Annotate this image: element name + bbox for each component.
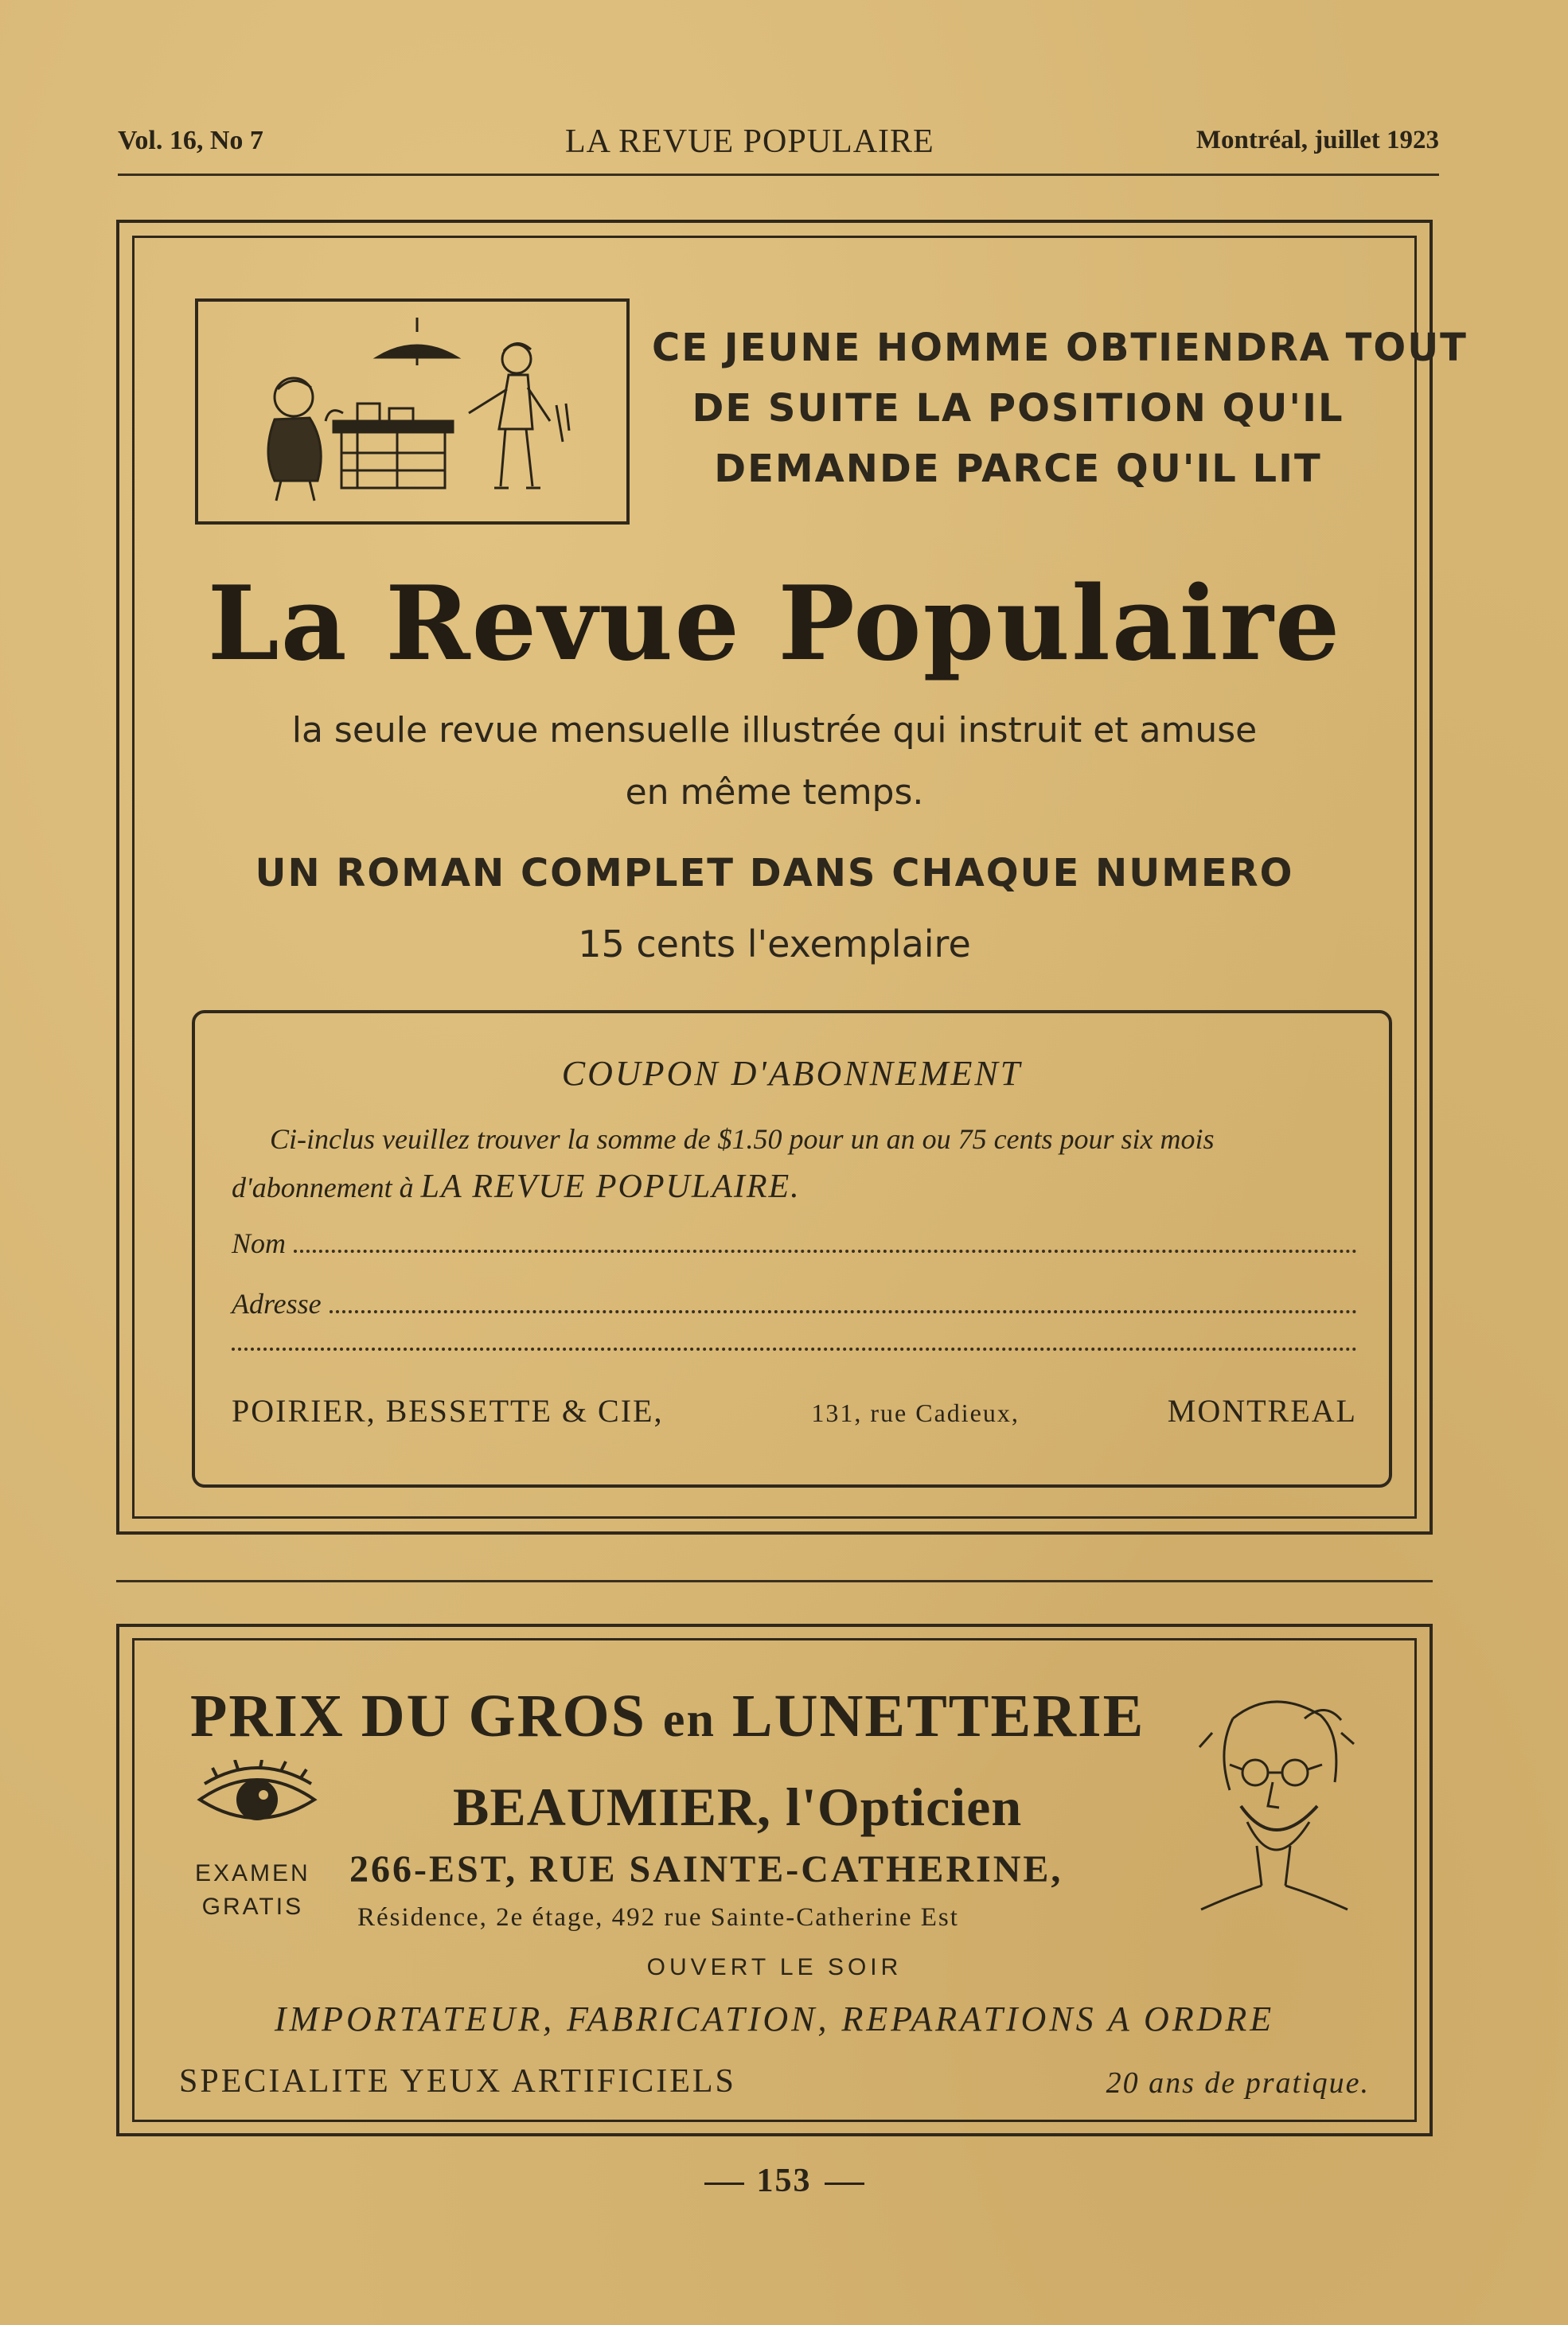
wholesale-prices-heading	[190, 1682, 1145, 1751]
coupon-text-body: Ci-inclus veuillez trouver la somme de $1.50 pour un an ou 75 cents pour six mois d'abonnement à	[232, 1123, 1215, 1203]
optician-portrait-drawing	[1185, 1687, 1360, 1917]
address-dotted-line	[330, 1307, 1357, 1313]
revue-advertisement	[116, 220, 1468, 1535]
ad-headline	[652, 318, 1468, 499]
shop-address: 266-EST, RUE SAINTE-CATHERINE,	[349, 1848, 1063, 1890]
copy-price: 15 cents l'exemplaire	[578, 923, 971, 965]
page-number-dash-left	[704, 2183, 744, 2185]
page-number-dash-right	[825, 2183, 864, 2185]
name-dotted-line	[294, 1246, 1357, 1253]
prix-lunetterie: LUNETTERIE	[731, 1683, 1145, 1750]
volume-number: Vol. 16, No 7	[118, 126, 263, 155]
prix-en: en	[662, 1693, 716, 1747]
optician-advertisement-inner-frame	[132, 1638, 1417, 2122]
address-field[interactable]	[232, 1287, 1357, 1320]
examen-label: EXAMEN	[195, 1860, 310, 1886]
gratis-label: GRATIS	[201, 1894, 304, 1920]
address-label: Adresse	[232, 1288, 322, 1320]
years-of-practice: 20 ans de pratique.	[1106, 2066, 1370, 2100]
magazine-masthead: La Revue Populaire	[207, 564, 1342, 684]
coupon-footer	[232, 1392, 1357, 1430]
name-field[interactable]	[232, 1227, 1357, 1260]
publisher-name: POIRIER, BESSETTE & CIE,	[232, 1393, 664, 1429]
office-illustration	[195, 298, 630, 525]
optician-name: BEAUMIER, l'Opticien	[453, 1777, 1023, 1837]
artificial-eyes-specialty: SPECIALITE YEUX ARTIFICIELS	[179, 2063, 736, 2100]
publisher-city: MONTREAL	[1167, 1393, 1357, 1429]
address-continuation-line[interactable]	[232, 1348, 1357, 1351]
publisher-street: 131, rue Cadieux,	[811, 1399, 1020, 1427]
eye-icon	[193, 1760, 321, 1839]
tagline-line-2: en même temps.	[625, 772, 924, 813]
residence-address: Résidence, 2e étage, 492 rue Sainte-Catherine Est	[357, 1903, 959, 1932]
roman-complet-line: UN ROMAN COMPLET DANS CHAQUE NUMERO	[255, 851, 1294, 895]
headline-line-1: CE JEUNE HOMME OBTIENDRA TOUT	[652, 326, 1468, 370]
page-number-value: 153	[756, 2163, 812, 2199]
section-divider	[116, 1580, 1433, 1582]
revue-advertisement-inner-frame	[132, 236, 1468, 1519]
optician-advertisement	[116, 1624, 1433, 2136]
services-line: IMPORTATEUR, FABRICATION, REPARATIONS A ORDRE	[274, 1999, 1275, 2038]
running-header	[118, 123, 1439, 176]
headline-line-2: DE SUITE LA POSITION QU'IL	[692, 386, 1344, 431]
coupon-title: COUPON D'ABONNEMENT	[561, 1054, 1023, 1093]
page-number	[0, 2162, 1568, 2200]
open-evenings: OUVERT LE SOIR	[646, 1954, 903, 1980]
magazine-tagline	[135, 700, 1414, 824]
coupon-text	[232, 1115, 1357, 1211]
headline-line-3: DEMANDE PARCE QU'IL LIT	[714, 447, 1322, 491]
subscription-coupon	[192, 1010, 1392, 1488]
young-man-office-drawing	[198, 302, 626, 521]
coupon-magazine-name: LA REVUE POPULAIRE.	[420, 1168, 801, 1205]
tagline-line-1: la seule revue mensuelle illustrée qui instruit et amuse	[291, 710, 1258, 751]
name-label: Nom	[232, 1227, 287, 1259]
issue-date: Montréal, juillet 1923	[1196, 126, 1439, 154]
header-title: LA REVUE POPULAIRE	[565, 123, 934, 160]
free-exam-note	[195, 1857, 310, 1924]
prix-du-gros: PRIX DU GROS	[190, 1683, 646, 1750]
